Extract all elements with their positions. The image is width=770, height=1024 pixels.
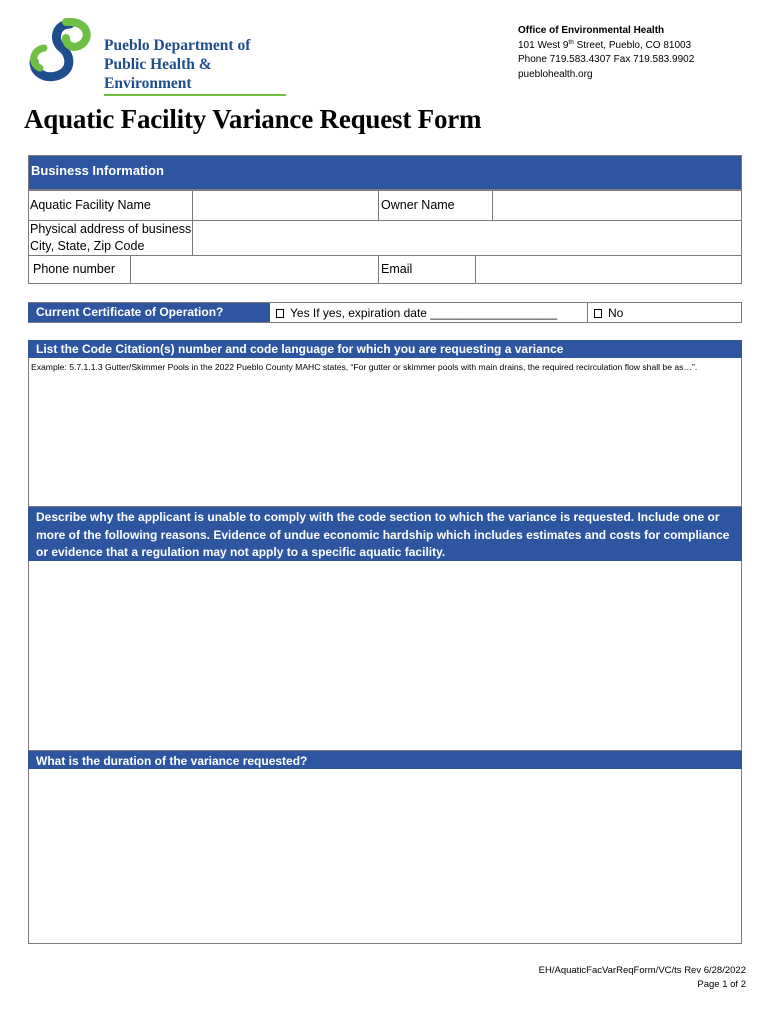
office-phone-fax: Phone 719.583.4307 Fax 719.583.9902 [518,54,695,65]
email-field[interactable] [476,256,741,283]
business-info-heading: Business Information [28,155,742,190]
reason-heading: Describe why the applicant is unable to comply with the code section to which the variance is requested. Include one or more of the following reasons. Evidence of undue economic hardship which includes estimates and costs for compliance or evidence that a regulation may not apply to a specific aquatic facility. [28,507,742,561]
col-divider [378,255,379,284]
email-label: Email [381,262,413,276]
form-code: EH/AquaticFacVarReqForm/VC/ts Rev 6/28/2022 [538,965,746,976]
office-contact-block [518,24,694,82]
facility-name-label: Aquatic Facility Name [30,198,151,212]
form-title: Aquatic Facility Variance Request Form [24,104,482,134]
logo-wordmark [104,36,286,96]
owner-name-field[interactable] [493,191,741,219]
page-footer [539,964,746,992]
code-citation-answer-field[interactable] [29,388,741,506]
certificate-no-option[interactable]: No [594,305,623,322]
reason-answer-field[interactable] [29,562,741,750]
duration-heading: What is the duration of the variance requested? [28,751,742,769]
duration-answer-field[interactable] [29,770,741,943]
office-website[interactable]: pueblohealth.org [518,68,593,80]
col-divider [378,190,379,220]
owner-name-label: Owner Name [381,198,455,212]
department-logo [26,18,286,92]
page-number: Page 1 of 2 [697,979,746,990]
col-divider [587,302,588,323]
checkbox-yes-icon[interactable] [276,309,284,318]
phone-number-field[interactable] [131,256,377,283]
code-citation-example: Example: 5.7.1.1.3 Gutter/Skimmer Pools in the 2022 Pueblo County MAHC states, “For gutter or skimmer pools with main drains, the required recirculation flow shall be as…”. [31,362,698,372]
certificate-label: Current Certificate of Operation? [28,303,270,322]
address-field[interactable] [193,221,741,254]
office-title: Office of Environmental Health [518,25,665,36]
address-label: Physical address of business City, State, Zip Code [30,222,192,253]
code-citation-heading: List the Code Citation(s) number and code language for which you are requesting a variance [28,340,742,358]
checkbox-no-icon[interactable] [594,309,602,318]
phone-number-label: Phone number [33,262,116,276]
logo-swirl-icon [26,18,98,84]
office-address: 101 West 9th Street, Pueblo, CO 81003 [518,38,692,51]
certificate-yes-option[interactable]: Yes If yes, expiration date ___________________ [276,305,557,322]
facility-name-field[interactable] [193,191,377,219]
org-name-line1: Pueblo Department of [104,37,251,54]
org-name-line2: Public Health & Environment [104,55,286,96]
